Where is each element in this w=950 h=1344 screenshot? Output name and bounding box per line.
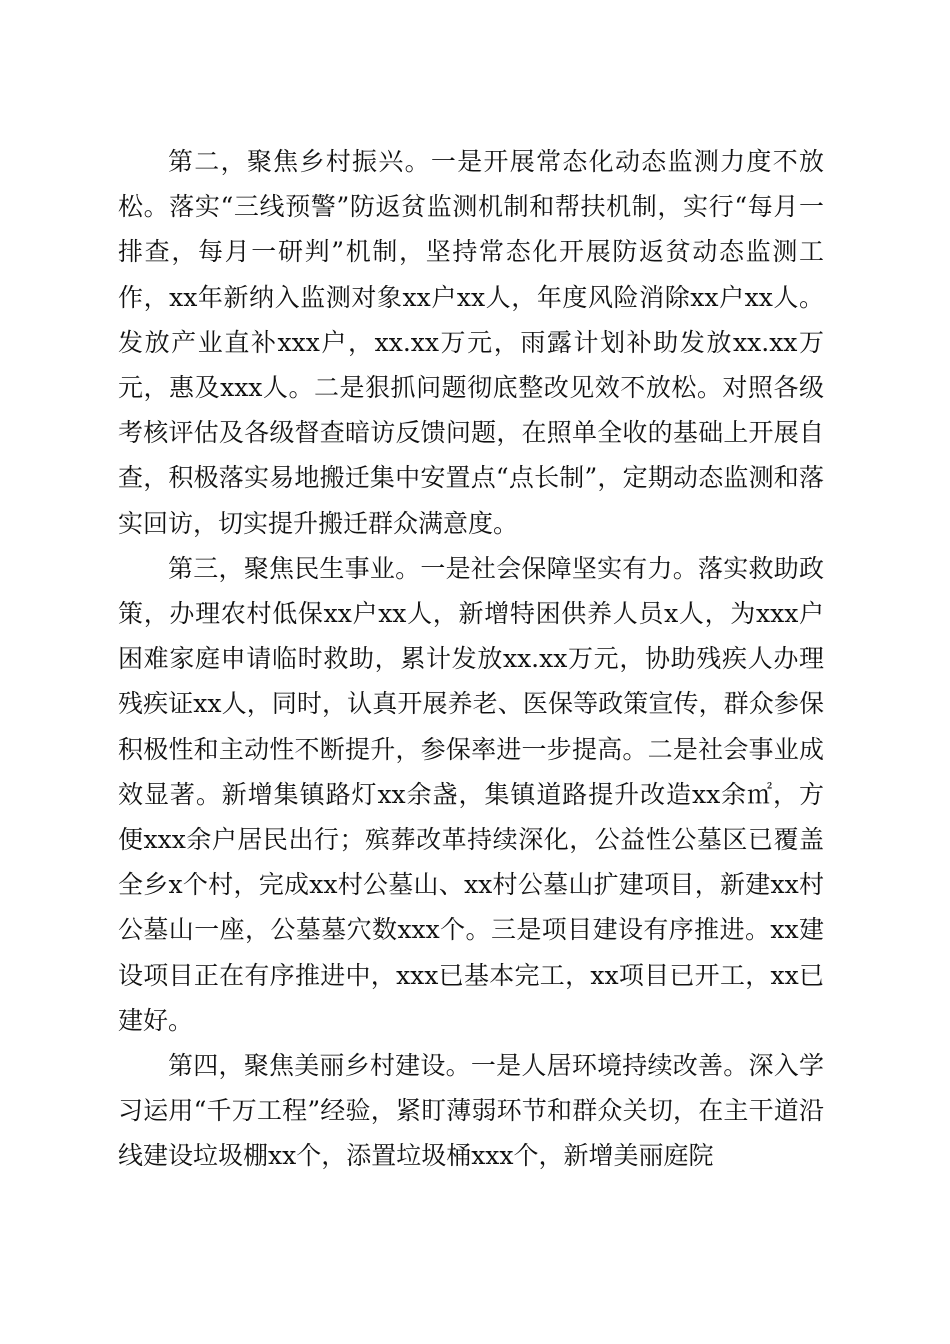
paragraph-rural-revitalization: 第二，聚焦乡村振兴。一是开展常态化动态监测力度不放松。落实“三线预警”防返贫监测机制和帮扶机制，实行“每月一排查，每月一研判”机制，坚持常态化开展防返贫动态监测工作，xx年新纳入监测对象xx户xx人，年度风险消除xx户xx人。发放产业直补xxx户，xx.xx万元，雨露计划补助发放xx.xx万元，惠及xxx人。二是狠抓问题彻底整改见效不放松。对照各级考核评估及各级督查暗访反馈问题，在照单全收的基础上开展自查，积极落实易地搬迁集中安置点“点长制”，定期动态监测和落实回访，切实提升搬迁群众满意度。 bbox=[118, 147, 824, 538]
paragraph-livelihood: 第三，聚焦民生事业。一是社会保障坚实有力。落实救助政策，办理农村低保xx户xx人，新增特困供养人员x人，为xxx户困难家庭申请临时救助，累计发放xx.xx万元，协助残疾人办理残疾证xx人，同时，认真开展养老、医保等政策宣传，群众参保积极性和主动性不断提升，参保率进一步提高。二是社会事业成效显著。新增集镇路灯xx余盏，集镇道路提升改造xx余㎡，方便xxx余户居民出行；殡葬改革持续深化，公益性公墓区已覆盖全乡x个村，完成xx村公墓山、xx村公墓山扩建项目，新建xx村公墓山一座，公墓墓穴数xxx个。三是项目建设有序推进。xx建设项目正在有序推进中，xxx已基本完工，xx项目已开工，xx已建好。 bbox=[118, 553, 824, 1035]
document-body bbox=[118, 139, 824, 1179]
paragraph-beautiful-village: 第四，聚焦美丽乡村建设。一是人居环境持续改善。深入学习运用“千万工程”经验，紧盯薄弱环节和群众关切，在主干道沿线建设垃圾棚xx个，添置垃圾桶xxx个，新增美丽庭院 bbox=[118, 1051, 824, 1171]
